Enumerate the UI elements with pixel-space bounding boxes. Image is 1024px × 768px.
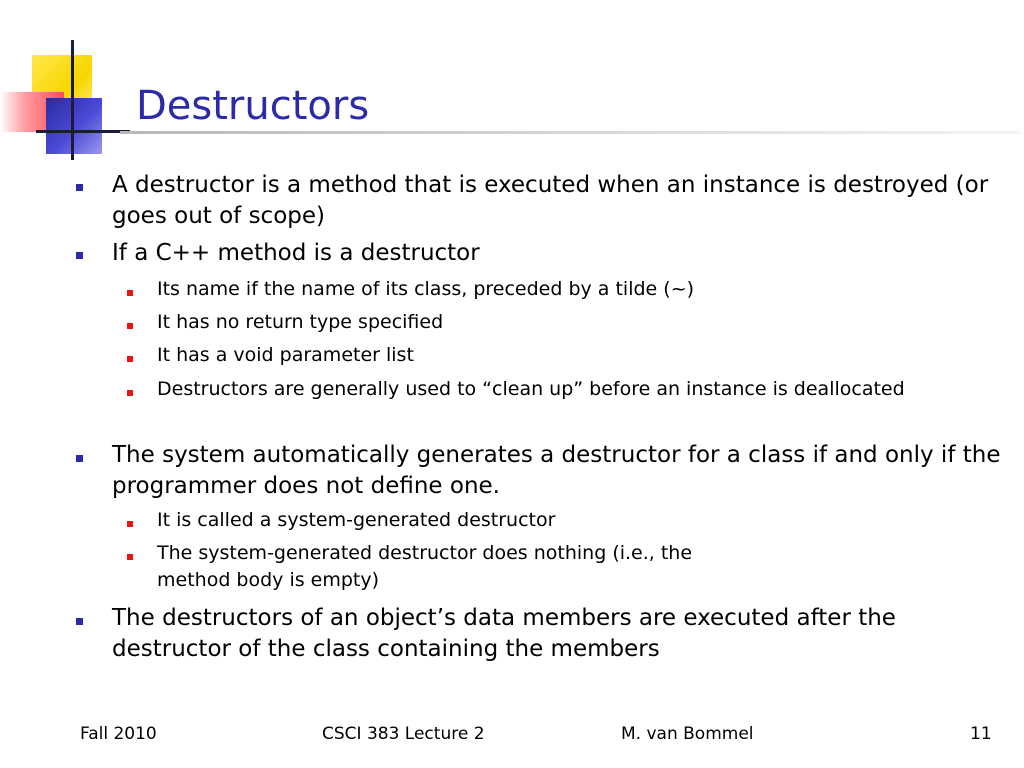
sub-bullet-marker	[127, 290, 133, 296]
sub-bullet-marker	[127, 521, 133, 527]
vertical-line-decoration	[71, 40, 74, 160]
sub-bullet-text: It has a void parameter list	[157, 344, 414, 366]
footer-date: Fall 2010	[80, 724, 157, 744]
sub-bullet-text: It is called a system-generated destructor	[157, 509, 556, 531]
footer-page-number: 11	[970, 724, 992, 744]
bullet-text: A destructor is a method that is executed when an instance is destroyed (or goes out of scope)	[112, 172, 989, 229]
bullet-text: If a C++ method is a destructor	[112, 240, 480, 266]
sub-bullet-text: Its name if the name of its class, preceded by a tilde (~)	[157, 278, 695, 300]
blue-square-decoration	[46, 98, 102, 154]
bullet-marker	[76, 618, 83, 625]
sub-bullet-marker	[127, 390, 133, 396]
title-underline	[120, 131, 1020, 134]
sub-bullet-text: The system-generated destructor does nothing (i.e., the method body is empty)	[157, 542, 693, 591]
bullet-marker	[76, 184, 83, 191]
bullet-marker	[76, 252, 83, 259]
bullet-text: The system automatically generates a destructor for a class if and only if the programmer does not define one.	[112, 442, 1001, 499]
footer-course: CSCI 383 Lecture 2	[322, 724, 485, 744]
bullet-marker	[76, 455, 83, 462]
horizontal-line-decoration	[36, 130, 130, 133]
sub-bullet-marker	[127, 323, 133, 329]
footer-author: M. van Bommel	[621, 724, 754, 744]
decorative-logo	[0, 40, 140, 165]
slide-title: Destructors	[136, 83, 370, 129]
sub-bullet-text: It has no return type specified	[157, 311, 444, 333]
sub-bullet-text: Destructors are generally used to “clean up” before an instance is deallocated	[157, 378, 905, 400]
bullet-text: The destructors of an object’s data members are executed after the destructor of the class containing the members	[112, 605, 896, 662]
sub-bullet-marker	[127, 554, 133, 560]
sub-bullet-marker	[127, 356, 133, 362]
